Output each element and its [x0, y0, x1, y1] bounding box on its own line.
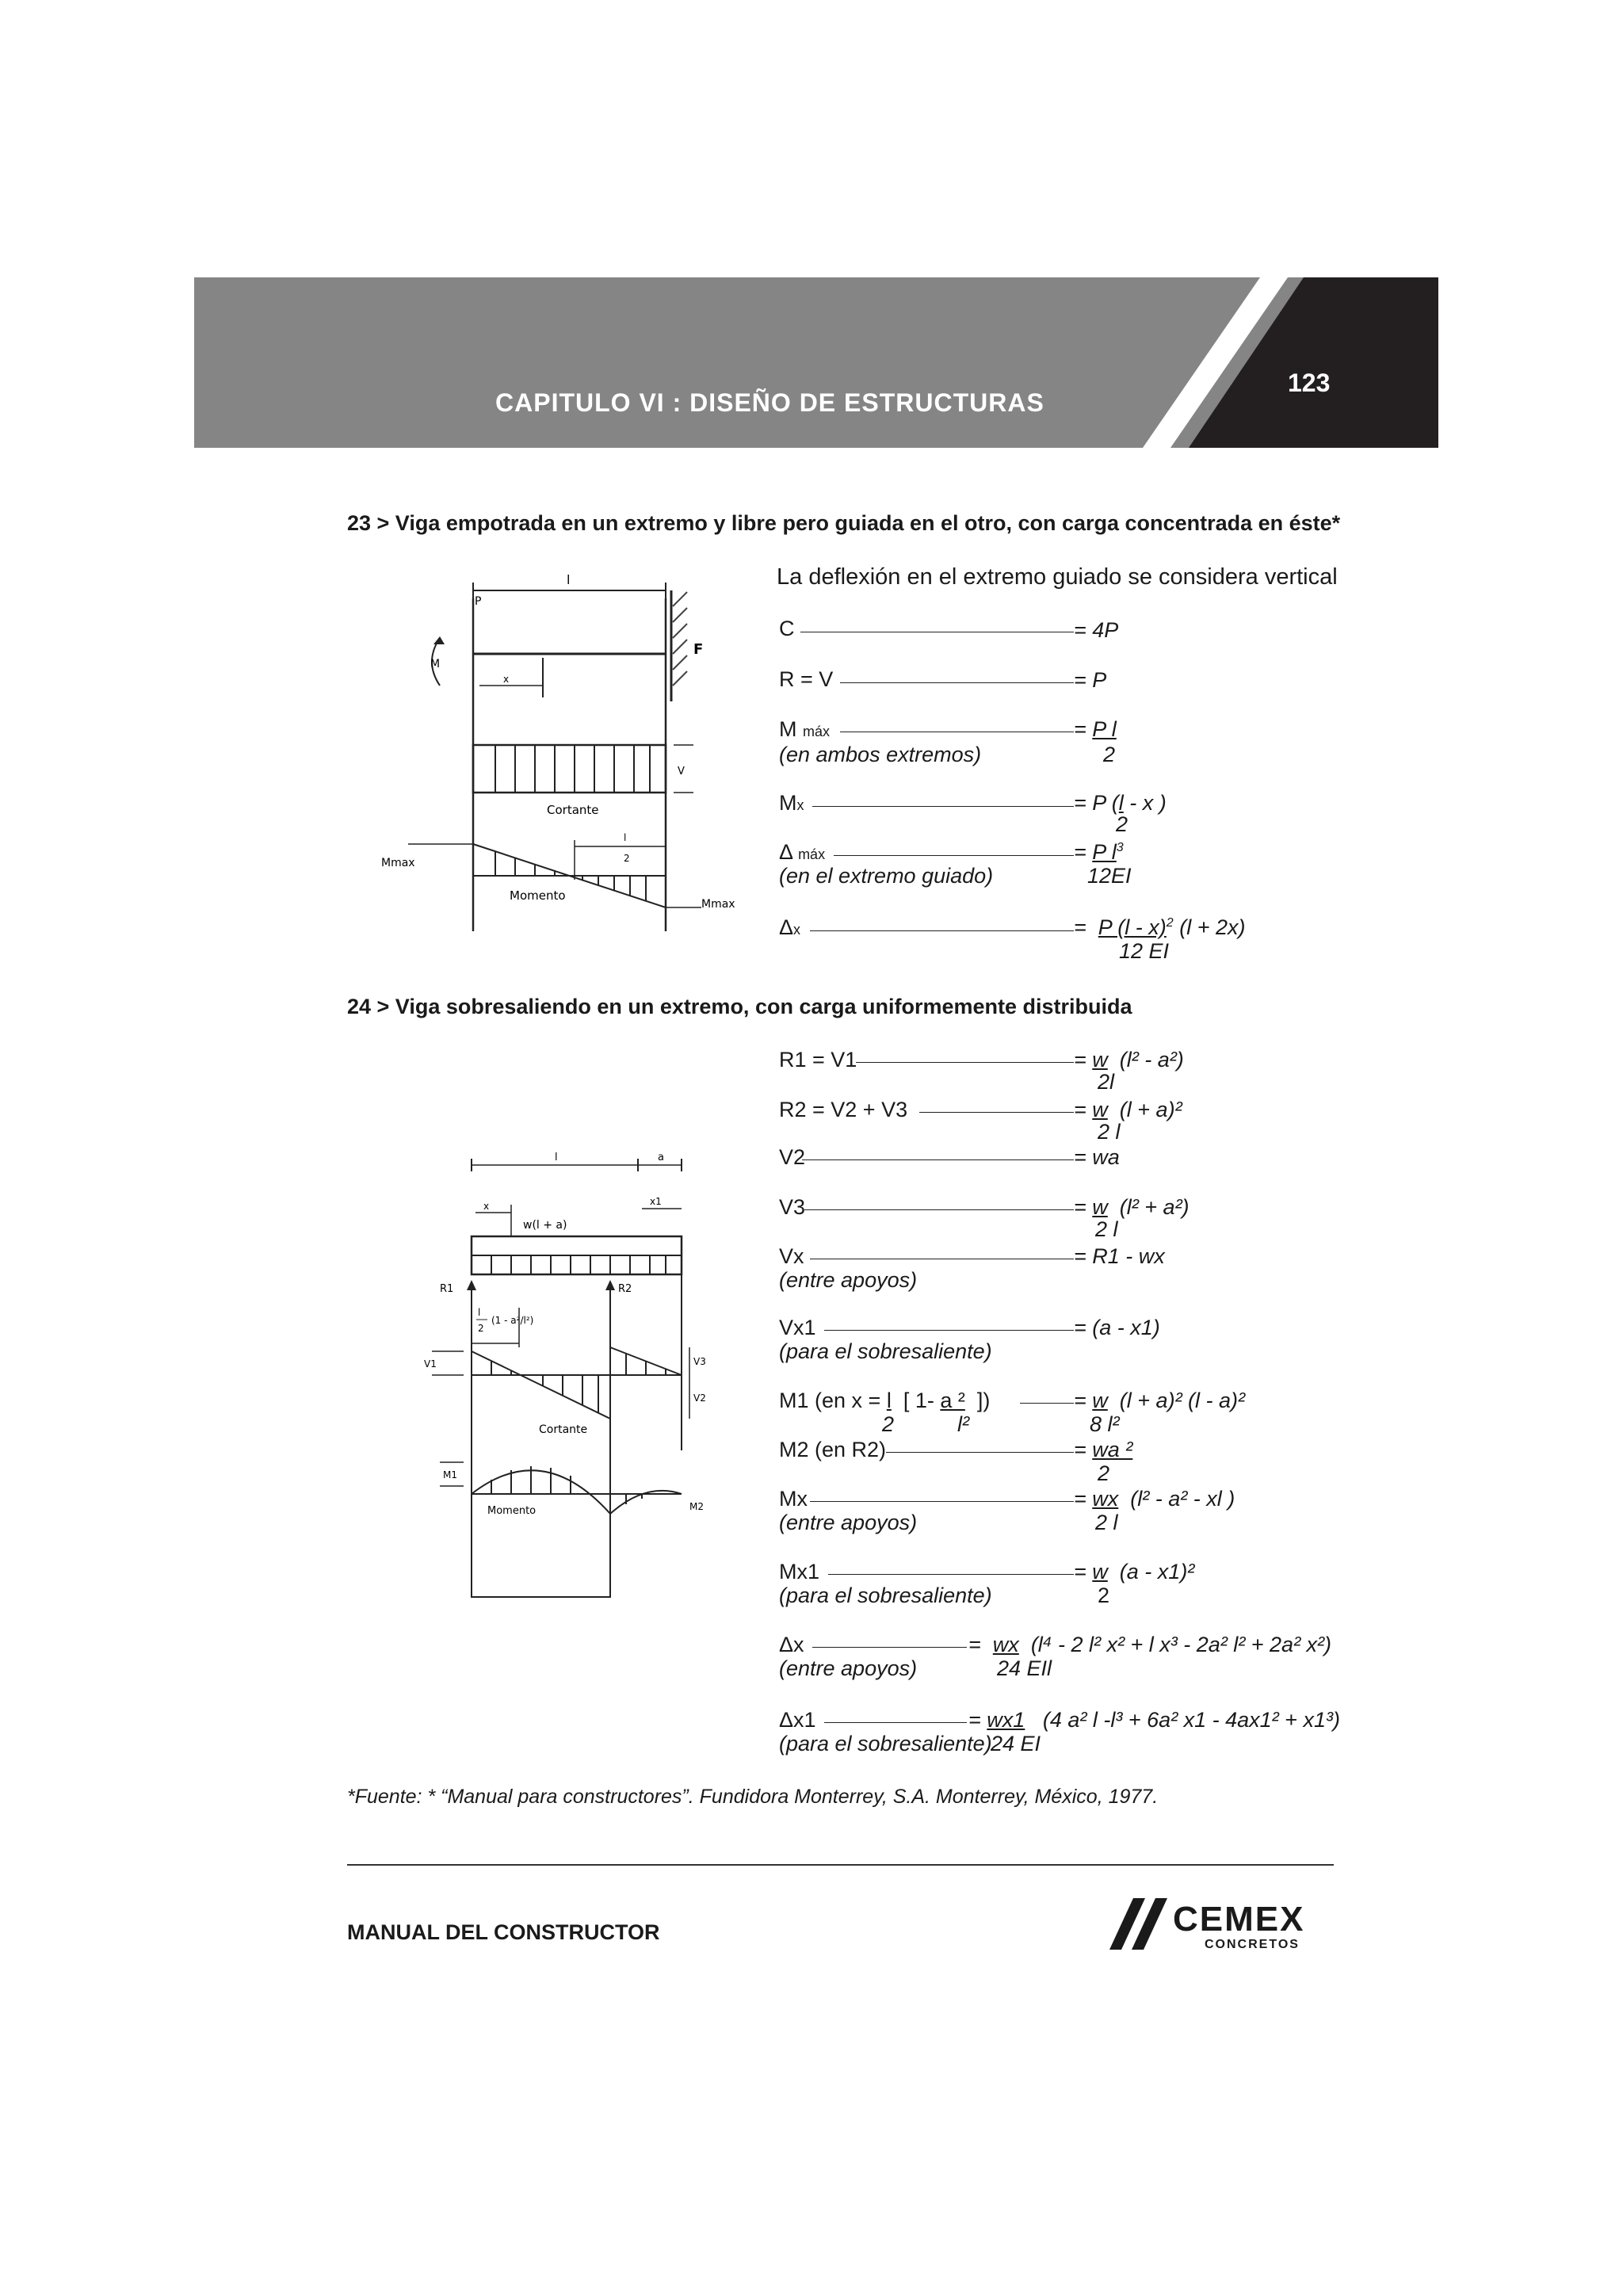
footer-rule — [347, 1864, 1334, 1866]
s24-r2-lhs: R2 = V2 + V3 — [779, 1098, 908, 1121]
s24-m1-lhs: M1 (en x = l [ 1- a ² ]) — [779, 1389, 991, 1412]
s24-dx1-den: 24 EI — [991, 1732, 1041, 1755]
diag23-label-x: x — [503, 674, 510, 685]
diag23-label-l: l — [567, 572, 571, 587]
s24-dx1-leader — [824, 1722, 967, 1723]
s24-dx-note: (entre apoyos) — [779, 1656, 918, 1680]
diag23-label-v: V — [678, 766, 685, 777]
s24-vx1-lhs: Vx1 — [779, 1316, 816, 1339]
s24-v2-lhs: V2 — [779, 1145, 806, 1169]
logo-sub: CONCRETOS — [1205, 1938, 1300, 1951]
diag24-label-r1: R1 — [440, 1283, 454, 1295]
s24-r2-leader — [919, 1112, 1074, 1113]
diag24-label-v3: V3 — [693, 1356, 706, 1367]
s24-mx-leader — [810, 1501, 1074, 1502]
source-note: *Fuente: * “Manual para constructores”. Fundidora Monterrey, S.A. Monterrey, México, 1977. — [347, 1786, 1159, 1808]
s24-v3-den: 2 l — [1095, 1217, 1118, 1241]
s24-vx-note: (entre apoyos) — [779, 1268, 918, 1292]
diag23-label-cortante: Cortante — [547, 803, 599, 817]
s24-dx-leader — [812, 1647, 967, 1648]
s23-rv-rhs: = P — [1074, 668, 1107, 692]
diag24-label-v1: V1 — [424, 1358, 437, 1370]
s24-mx-lhs: Mx — [779, 1487, 808, 1511]
s24-mx1-lhs: Mx1 — [779, 1560, 820, 1584]
diag23-label-momento: Momento — [510, 888, 566, 903]
s23-mx-lhs: Mx — [779, 791, 804, 815]
s23-mmax-rhs: = P l — [1074, 717, 1117, 741]
s23-rv-lhs: R = V — [779, 667, 834, 691]
s24-v2-leader — [802, 1159, 1074, 1160]
diag23-label-m: M — [430, 658, 441, 670]
diag23-half-num: l — [624, 832, 627, 843]
section-23-title: 23 > Viga empotrada en un extremo y libre pero guiada en el otro, con carga concentrada en éste* — [347, 511, 1341, 535]
diag23-label-mmax-left: Mmax — [381, 857, 415, 869]
s24-vx1-leader — [824, 1330, 1074, 1331]
s24-m1-den: 8 l² — [1090, 1412, 1120, 1436]
s23-dmax-rhs: = P $l^3$ — [1074, 840, 1124, 864]
s24-m2-leader — [886, 1452, 1074, 1453]
s24-r2-den: 2 l — [1098, 1120, 1121, 1144]
s24-r1-lhs: R1 = V1 — [779, 1048, 857, 1072]
s24-m1-frac-den: 2 — [882, 1412, 895, 1436]
s23-mmax-lhs: M máx — [779, 717, 831, 741]
logo-word: CEMEX — [1173, 1900, 1305, 1939]
s24-m1-leader — [1020, 1403, 1074, 1404]
s24-mx-note: (entre apoyos) — [779, 1511, 918, 1534]
s24-dx1-rhs: = wx1 (4 a² l -l³ + 6a² x1 - 4ax1² + x1³) — [968, 1708, 1340, 1732]
s24-vx-lhs: Vx — [779, 1244, 804, 1268]
s24-mx1-note: (para el sobresaliente) — [779, 1584, 992, 1607]
s23-dx-den: 12 EI — [1119, 939, 1170, 963]
s23-dmax-lhs: Δ máx — [779, 840, 826, 864]
section-24-title: 24 > Viga sobresaliendo en un extremo, con carga uniformemente distribuida — [347, 995, 1132, 1018]
diag24-label-m2: M2 — [689, 1501, 704, 1512]
s24-m2-rhs: = wa ² — [1074, 1438, 1133, 1461]
diag24-bracket: (1 - a²/l²) — [491, 1315, 534, 1326]
diag24-label-r2: R2 — [618, 1283, 632, 1295]
s23-mx-den: 2 — [1116, 812, 1128, 836]
s24-mx1-leader — [828, 1574, 1074, 1575]
s24-dx-den: 24 EIl — [997, 1656, 1052, 1680]
diag24-label-v2: V2 — [693, 1392, 706, 1404]
header-band — [194, 277, 1438, 448]
s24-v3-lhs: V3 — [779, 1195, 806, 1219]
s24-v3-leader — [804, 1209, 1074, 1210]
section-24-diagram — [416, 1149, 765, 1621]
s24-m1-inner-den: l² — [957, 1412, 969, 1436]
s23-mmax-note: (en ambos extremos) — [779, 743, 982, 766]
s24-r1-leader — [856, 1062, 1074, 1063]
s24-mx-rhs: = wx (l² - a² - xl ) — [1074, 1487, 1235, 1511]
diag23-label-p: P — [475, 595, 482, 608]
s23-mx-rhs: = P (l - x ) — [1074, 791, 1167, 815]
chapter-header — [194, 277, 1438, 448]
s23-dx-rhs: = P (l - x)$^2$ (l + 2x) — [1074, 915, 1246, 939]
diag24-label-x1: x1 — [650, 1196, 662, 1207]
s23-rv-leader — [840, 682, 1074, 683]
s23-dmax-note: (en el extremo guiado) — [779, 864, 994, 888]
s23-dx-lhs: Δx — [779, 915, 801, 939]
diag24-label-a: a — [658, 1152, 664, 1163]
section-23-intro: La deflexión en el extremo guiado se considera vertical — [777, 564, 1338, 590]
diag23-label-mmax-right: Mmax — [701, 898, 735, 911]
s24-mx1-rhs: = w (a - x1)² — [1074, 1560, 1195, 1584]
s23-mmax-den: 2 — [1103, 743, 1116, 766]
s24-dx-lhs: Δx — [779, 1633, 804, 1656]
diag24-frac-top: l — [478, 1307, 481, 1318]
s24-dx1-note: (para el sobresaliente) — [779, 1732, 992, 1755]
s24-r1-den: 2l — [1098, 1070, 1115, 1094]
diag24-label-m1: M1 — [443, 1469, 457, 1480]
s24-v3-rhs: = w (l² + a²) — [1074, 1195, 1190, 1219]
page-number: 123 — [1288, 369, 1331, 397]
chapter-title: CAPITULO VI : DISEÑO DE ESTRUCTURAS — [495, 388, 1044, 417]
s24-mx1-den: 2 — [1098, 1584, 1110, 1607]
s24-vx1-rhs: = (a - x1) — [1074, 1316, 1160, 1339]
s24-dx1-lhs: Δx1 — [779, 1708, 816, 1732]
s24-r1-rhs: = w (l² - a²) — [1074, 1048, 1184, 1072]
s24-r2-rhs: = w (l + a)² — [1074, 1098, 1182, 1121]
diag23-half-den: 2 — [624, 853, 630, 864]
s24-m2-den: 2 — [1098, 1461, 1110, 1485]
s24-mx-den: 2 l — [1095, 1511, 1118, 1534]
diag24-label-momento: Momento — [487, 1505, 537, 1517]
s24-v2-rhs: = wa — [1074, 1145, 1120, 1169]
s24-dx-rhs: = wx (l⁴ - 2 l² x² + l x³ - 2a² l² + 2a² x²) — [968, 1633, 1332, 1656]
s23-c-lhs: C — [779, 617, 795, 640]
diag24-label-load: w(l + a) — [523, 1219, 567, 1232]
s24-vx-rhs: = R1 - wx — [1074, 1244, 1165, 1268]
s24-m2-lhs: M2 (en R2) — [779, 1438, 887, 1461]
s23-dmax-den: 12EI — [1087, 864, 1132, 888]
s23-c-rhs: = 4P — [1074, 618, 1119, 642]
s23-dx-leader — [810, 930, 1074, 931]
cemex-logo — [1109, 1890, 1316, 1958]
diag24-frac-bot: 2 — [478, 1323, 484, 1334]
s23-mx-leader — [812, 806, 1074, 807]
diag24-label-x: x — [483, 1201, 490, 1212]
logo-slash-icon — [1109, 1898, 1173, 1954]
diag24-label-cortante: Cortante — [539, 1423, 588, 1436]
s24-m1-rhs: = w (l + a)² (l - a)² — [1074, 1389, 1246, 1412]
s23-dmax-leader — [834, 855, 1074, 856]
section-23-diagram — [376, 567, 741, 943]
manual-title: MANUAL DEL CONSTRUCTOR — [347, 1920, 660, 1944]
s24-vx1-note: (para el sobresaliente) — [779, 1339, 992, 1363]
diag24-label-l: l — [555, 1152, 558, 1163]
diag23-label-f: F — [693, 641, 704, 658]
